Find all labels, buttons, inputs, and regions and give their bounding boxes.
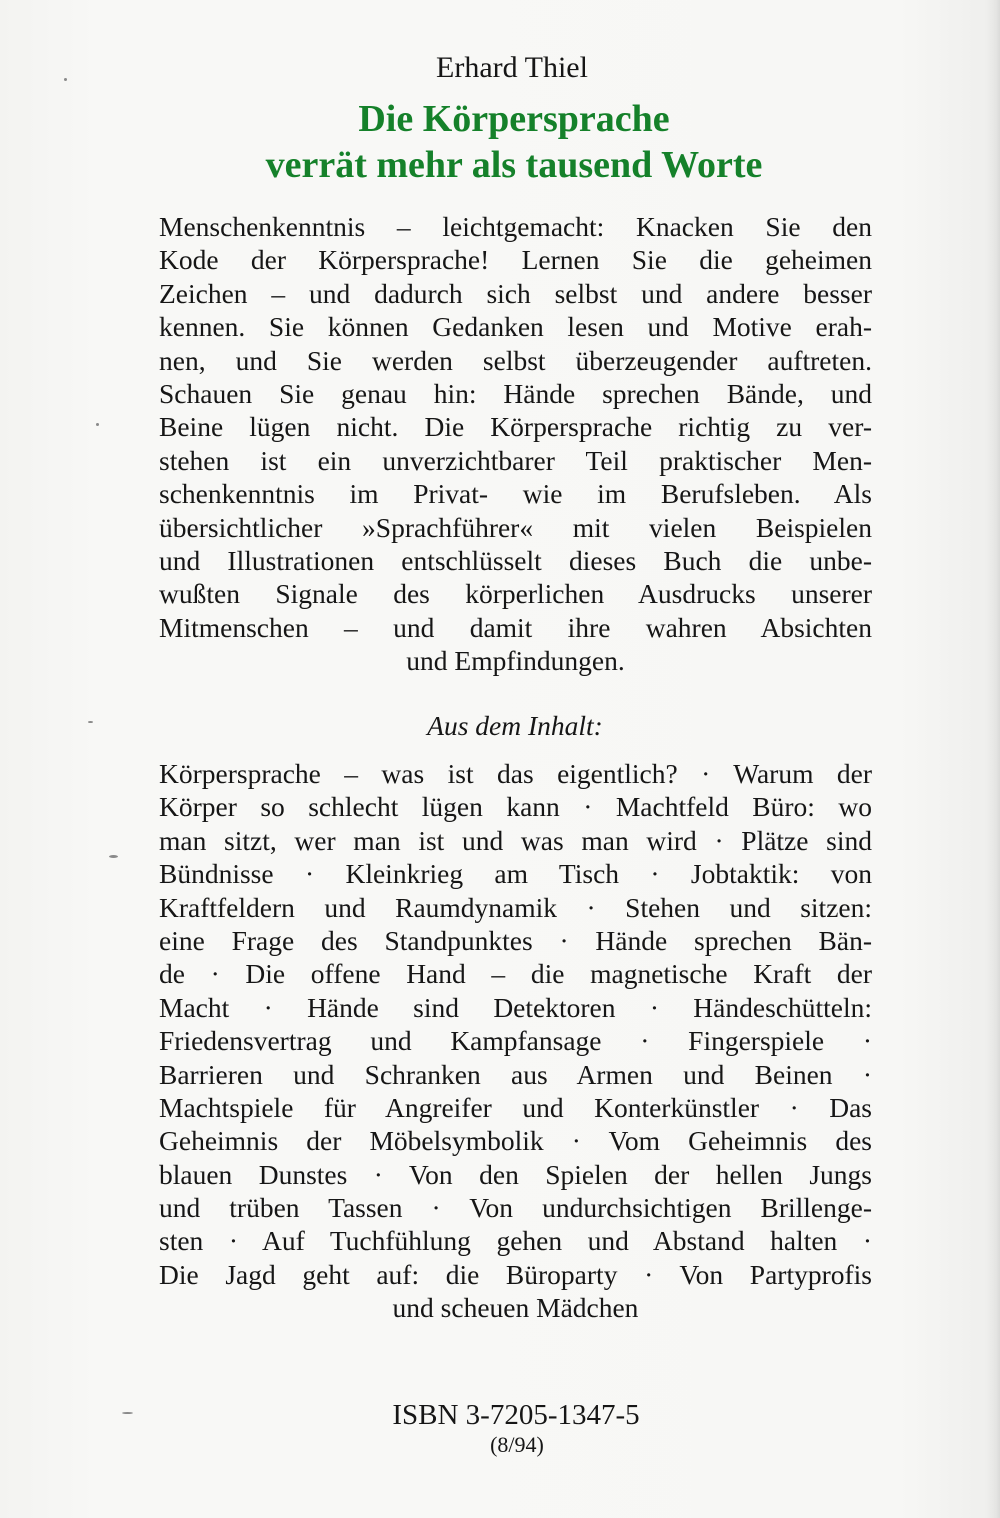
contents-line: und trüben Tassen · Von undurchsichtigen Brillenge- (159, 1192, 872, 1224)
contents-line: man sitzt, wer man ist und was man wird · Plätze sind (159, 824, 872, 856)
dust-speck (109, 855, 118, 858)
contents-line: Macht · Hände sind Detektoren · Händeschütteln: (159, 991, 872, 1023)
dust-speck (96, 423, 99, 426)
blurb-line: Zeichen – und dadurch sich selbst und andere besser (159, 277, 872, 309)
blurb-line: und Illustrationen entschlüsselt dieses Buch die unbe- (159, 544, 872, 576)
contents-line: Friedensvertrag und Kampfansage · Fingerspiele · (159, 1025, 872, 1057)
book-title-line: Die Körpersprache (358, 98, 670, 140)
contents-line: Geheimnis der Möbelsymbolik · Vom Geheimnis des (159, 1125, 872, 1157)
print-date: (8/94) (490, 1432, 544, 1457)
blurb-line: Beine lügen nicht. Die Körpersprache richtig zu ver- (159, 411, 872, 443)
blurb-line: wußten Signale des körperlichen Ausdrucks unserer (159, 578, 872, 610)
isbn: ISBN 3-7205-1347-5 (392, 1399, 640, 1431)
contents-line: Körpersprache – was ist das eigentlich? · Warum der (159, 758, 872, 789)
blurb-line: nen, und Sie werden selbst überzeugender auftreten. (159, 344, 872, 376)
blurb-line: Menschenkenntnis – leichtgemacht: Knacken Sie den (159, 211, 872, 242)
contents-list (159, 757, 872, 1325)
contents-line: Kraftfeldern und Raumdynamik · Stehen und sitzen: (159, 891, 872, 923)
blurb-line: und Empfindungen. (406, 645, 625, 677)
blurb-line: kennen. Sie können Gedanken lesen und Motive erah- (159, 311, 872, 343)
contents-line: Barrieren und Schranken aus Armen und Beinen · (159, 1058, 872, 1090)
contents-heading: Aus dem Inhalt: (427, 710, 603, 741)
contents-line: Die Jagd geht auf: die Büroparty · Von Partyprofis (159, 1258, 872, 1290)
contents-line: Machtspiele für Angreifer und Konterkünstler · Das (159, 1091, 872, 1123)
blurb-line: stehen ist ein unverzichtbarer Teil praktischer Men- (159, 444, 872, 476)
dust-speck (122, 1412, 133, 1414)
book-title-line: verrät mehr als tausend Worte (265, 144, 763, 186)
author-name: Erhard Thiel (436, 51, 588, 84)
blurb-line: übersichtlicher »Sprachführer« mit vielen Beispielen (159, 511, 872, 543)
blurb-line: Schauen Sie genau hin: Hände sprechen Bände, und (159, 377, 872, 409)
blurb-line: Mitmenschen – und damit ihre wahren Absichten (159, 611, 872, 643)
contents-line: Bündnisse · Kleinkrieg am Tisch · Jobtaktik: von (159, 858, 872, 890)
blurb-line: Kode der Körpersprache! Lernen Sie die geheimen (159, 244, 872, 276)
contents-line: eine Frage des Standpunktes · Hände sprechen Bän- (159, 924, 872, 956)
contents-line: blauen Dunstes · Von den Spielen der hellen Jungs (159, 1158, 872, 1190)
book-title (0, 96, 1000, 188)
contents-line: Körper so schlecht lügen kann · Machtfeld Büro: wo (159, 791, 872, 823)
blurb-line: schenkenntnis im Privat- wie im Berufsleben. Als (159, 478, 872, 510)
page-edge-shadow (986, 0, 1000, 1518)
contents-line: sten · Auf Tuchfühlung gehen und Abstand halten · (159, 1225, 872, 1257)
blurb-paragraph (159, 210, 872, 677)
contents-line: de · Die offene Hand – die magnetische Kraft der (159, 958, 872, 990)
contents-line: und scheuen Mädchen (392, 1292, 639, 1324)
dust-speck (64, 78, 67, 81)
dust-speck (88, 721, 93, 723)
